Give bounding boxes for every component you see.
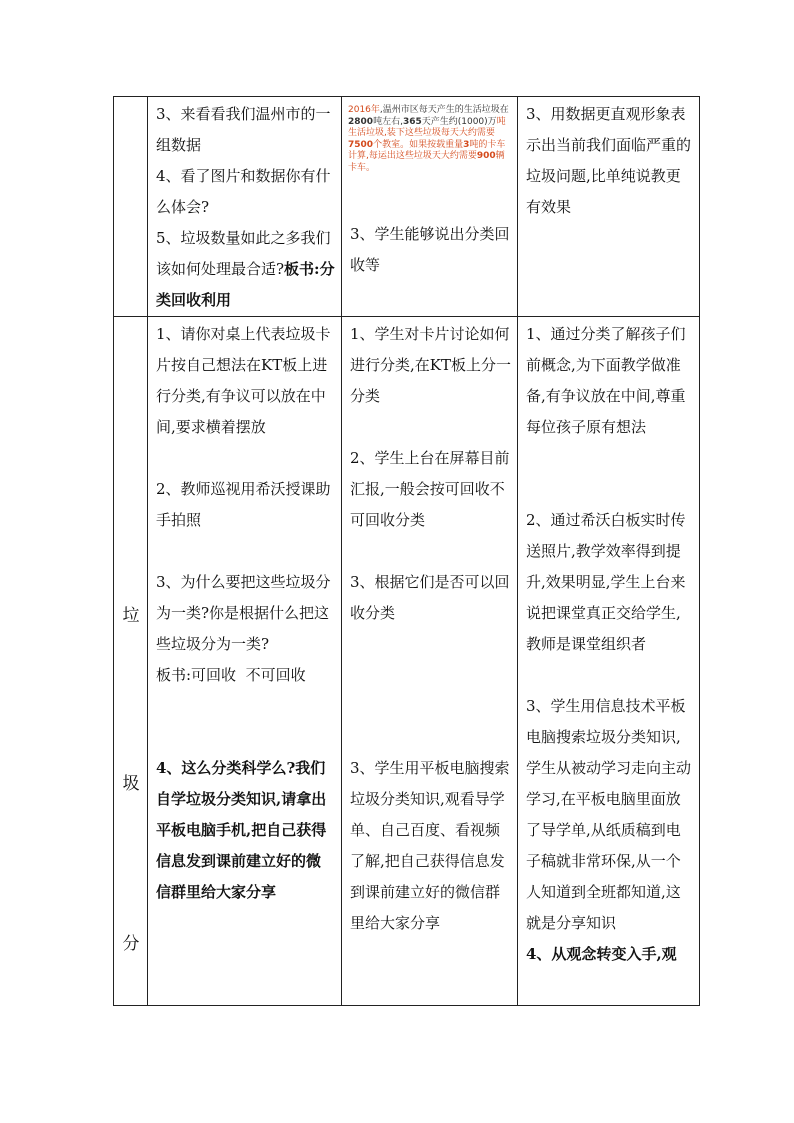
student-response-3: 3、根据它们是否可以回收分类 [350,573,510,622]
design-intent-3: 3、学生用信息技术平板电脑搜索垃圾分类知识,学生从被动学习走向主动学习,在平板电脑里面放了导学单,从纸质稿到电子稿就非常环保,从一个人知道到全班都知道,这就是分享知识 [526,697,692,932]
teacher-step-3: 3、为什么要把这些垃圾分为一类?你是根据什么把这些垃圾分为一类? [156,573,331,653]
teacher-step-4: 4、这么分类科学么?我们自学垃圾分类知识,请拿出平板电脑手机,把自己获得信息发到课前建立好的微信群里给大家分享 [156,759,327,901]
student-activity-cell [342,317,518,1006]
lesson-plan-table [113,96,700,1006]
stage-cell [114,317,148,1006]
teacher-step-3: 3、来看看我们温州市的一组数据 [156,105,331,154]
table-row [114,97,700,317]
teacher-step-5: 5、垃圾数量如此之多我们该如何处理最合适?板书:分类回收利用 [156,229,335,309]
design-intent-cell [518,317,700,1006]
stage-char-1: 垃 [122,606,140,626]
board-note: 板书:分类回收利用 [156,260,335,309]
stage-char-3: 分 [122,934,140,954]
student-activity-cell [342,97,518,317]
table-row [114,317,700,1006]
student-response-1: 1、学生对卡片讨论如何进行分类,在KT板上分一分类 [350,325,511,405]
design-intent-cell [518,97,700,317]
student-response-2: 2、学生上台在屏幕目前汇报,一般会按可回收不可回收分类 [350,449,510,529]
teacher-step-1: 1、请你对桌上代表垃圾卡片按自己想法在KT板上进行分类,有争议可以放在中间,要求横着摆放 [156,325,331,436]
teacher-step-2: 2、教师巡视用希沃授课助手拍照 [156,480,331,529]
teacher-activity-cell [148,97,342,317]
design-intent-3: 3、用数据更直观形象表示出当前我们面临严重的垃圾问题,比单纯说教更有效果 [526,105,692,216]
teacher-step-4: 4、看了图片和数据你有什么体会? [156,167,331,216]
board-note: 板书:可回收 不可回收 [156,666,306,684]
design-intent-1: 1、通过分类了解孩子们前概念,为下面教学做准备,有争议放在中间,尊重每位孩子原有想法 [526,325,686,436]
student-response-3: 3、学生能够说出分类回收等 [350,225,510,274]
data-image: 2016年,温州市区每天产生的生活垃圾在2800吨左右,365天产生约(1000)万吨生活垃圾,装下这些垃圾每天大约需要7500个教室。如果按载重量3吨的卡车计算,每运出这些垃圾天大约需要900辆卡车。 [348,105,509,173]
teacher-activity-cell [148,317,342,1006]
design-intent-2: 2、通过希沃白板实时传送照片,教学效率得到提升,效果明显,学生上台来说把课堂真正交给学生,教师是课堂组织者 [526,511,686,653]
stage-char-2: 圾 [122,774,140,794]
design-intent-4: 4、从观念转变入手,观 [526,945,677,963]
stage-cell [114,97,148,317]
student-response-4: 3、学生用平板电脑搜索垃圾分类知识,观看导学单、自己百度、看视频了解,把自己获得信息发到课前建立好的微信群里给大家分享 [350,759,510,932]
